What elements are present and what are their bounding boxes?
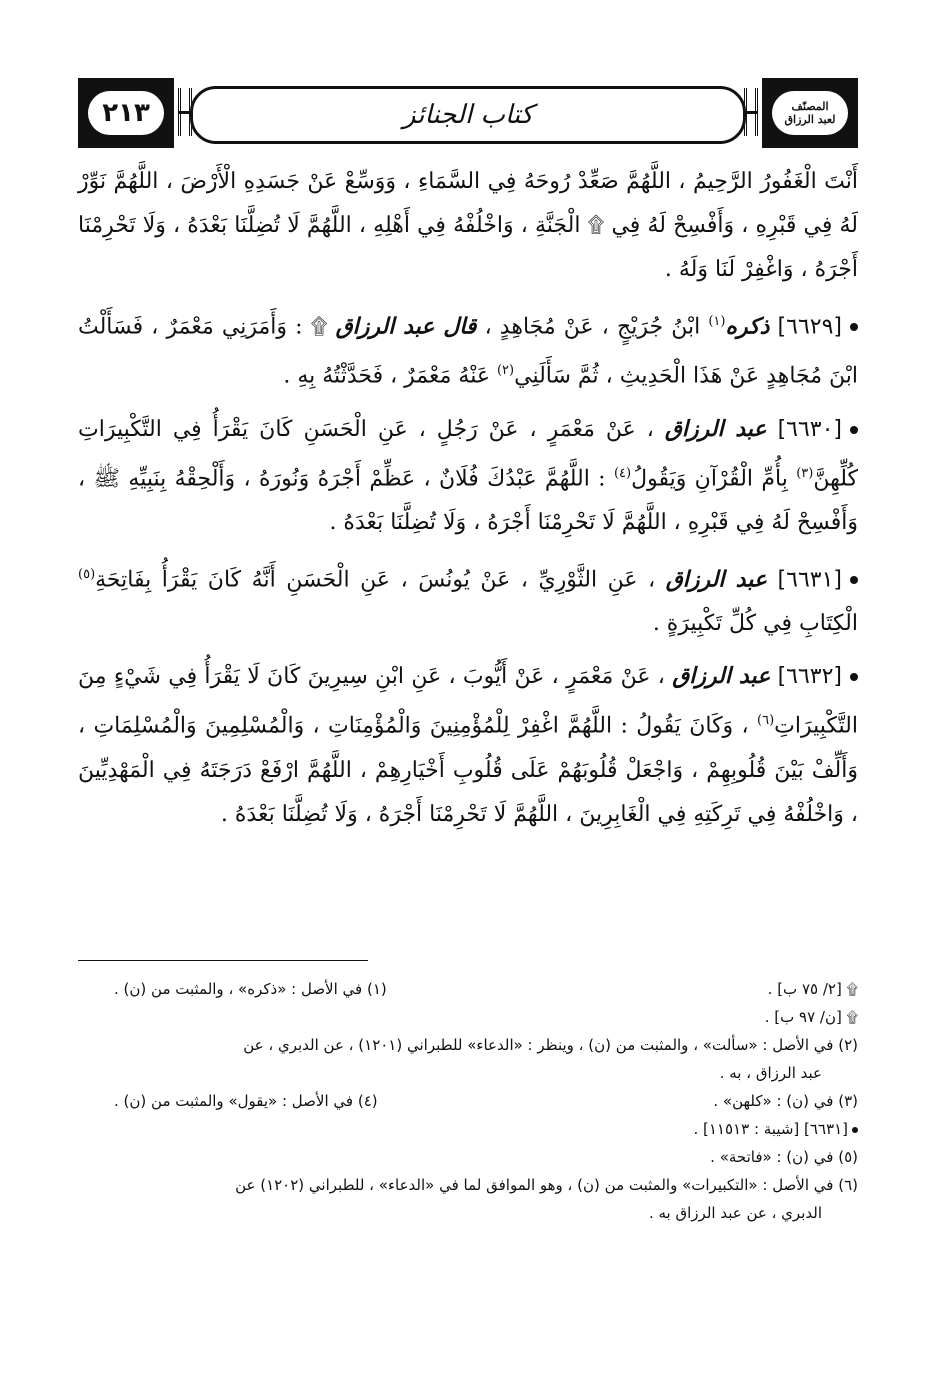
hadith-text: ۩ : وَأَمَرَنِي مَعْمَرٌ ، فَسَأَلْتُ ابْنَ مُجَاهِدٍ عَنْ هَذَا الْحَدِيثِ ، ثُمَّ سَأَلَنِي (78, 314, 858, 389)
page-header (78, 78, 858, 148)
hadith-text: ، عَنْ مَعْمَرٍ ، عَنْ أَيُّوبَ ، عَنِ ابْنِ سِيرِينَ كَانَ لَا يَقْرَأُ فِي شَيْءٍ مِنَ التَّكْبِيرَاتِ (78, 664, 858, 739)
hadith-text: ، عَنْ مَعْمَرٍ ، عَنْ رَجُلٍ ، عَنِ الْحَسَنِ كَانَ يَقْرَأُ فِي التَّكْبِيرَاتِ كُلِّهِنَّ (78, 416, 858, 491)
hadith-text: عَنْهُ مَعْمَرٌ ، فَحَدَّثْتُهُ بِهِ . (283, 363, 497, 389)
cross-reference (78, 1115, 858, 1143)
cross-reference-text: [٦٦٣١] [شيبة : ١١٥١٣] . (693, 1120, 848, 1138)
hadith-number: [٦٦٣١] (777, 567, 842, 593)
hadith-text: : اللَّهُمَّ عَبْدُكَ فُلَانٌ ، عَظِّمْ أَجْرَهُ وَنُورَهُ ، وَأَلْحِقْهُ بِنَبِيِّهِ ﷺ ، وَأَفْسِحْ لَهُ فِي قَبْرِهِ ، اللَّهُمَّ لَا تَحْرِمْنَا أَجْرَهُ ، وَلَا تُضِلَّنَا بَعْدَهُ . (78, 465, 858, 535)
hadith-text: ، وَكَانَ يَقُولُ : اللَّهُمَّ اغْفِرْ لِلْمُؤْمِنِينَ وَالْمُؤْمِنَاتِ ، وَالْمُسْلِمِينَ وَالْمُسْلِمَاتِ ، وَأَلِّفْ بَيْنَ قُلُوبِهِمْ ، وَاجْعَلْ قُلُوبَهُمْ عَلَى قُلُوبِ أَخْيَارِهِمْ ، اللَّهُمَّ ارْفَعْ دَرَجَتَهُ فِي الْمَهْدِيِّينَ ، وَاخْلُفْهُ فِي تَرِكَتِهِ فِي الْغَابِرِينَ ، اللَّهُمَّ لَا تَحْرِمْنَا أَجْرَهُ ، وَلَا تُضِلَّنَا بَعْدَهُ . (78, 713, 858, 827)
footnote-4: (٤) في الأصل : «يقول» والمثبت من (ن) . (114, 1092, 378, 1110)
title-cartouche (190, 86, 746, 144)
source-name: ذكره (725, 313, 770, 340)
hadith-6632 (78, 654, 858, 836)
footnote-3: (٣) في (ن) : «كلهن» . (713, 1092, 858, 1110)
hadith-number: [٦٦٣٠] (777, 416, 843, 442)
footnote-ref: (٥) (78, 566, 96, 582)
seal-block (762, 78, 858, 148)
hadith-number: [٦٦٢٩] (777, 314, 842, 340)
continuation-paragraph: أَنْتَ الْغَفُورُ الرَّحِيمُ ، اللَّهُمَّ صَعِّدْ رُوحَهُ فِي السَّمَاءِ ، وَوَسِّعْ عَنْ جَسَدِهِ الْأَرْضَ ، اللَّهُمَّ نَوِّرْ لَهُ فِي قَبْرِهِ ، وَأَفْسِحْ لَهُ فِي ۩ الْجَنَّةِ ، وَاخْلُفْهُ فِي أَهْلِهِ ، اللَّهُمَّ لَا تُضِلَّنَا بَعْدَهُ ، وَلَا تَحْرِمْنَا أَجْرَهُ ، وَاغْفِرْ لَنَا وَلَهُ . (78, 169, 858, 282)
footnote-ref: (٤) (613, 465, 632, 481)
hadith-text: ، عَنِ الثَّوْرِيِّ ، عَنْ يُونُسَ ، عَنِ الْحَسَنِ أَنَّهُ كَانَ يَقْرَأُ بِفَاتِحَةِ (95, 567, 666, 593)
footnote-2-cont: عبد الرزاق ، به . (719, 1064, 822, 1082)
bullet-marker (850, 576, 858, 584)
source-name: عبد الرزاق (672, 663, 771, 690)
main-text (78, 160, 858, 837)
bullet-marker (850, 323, 858, 331)
folio-marker: ۩ [ن/ ٩٧ ب] . (764, 1008, 858, 1026)
attribution: قال عبد الرزاق (335, 313, 477, 340)
footnote-2: (٢) في الأصل : «سألت» ، والمثبت من (ن) ، وينظر : «الدعاء» للطبراني (١٢٠١) ، عن الدبري ، عن (243, 1036, 858, 1054)
footnote-ref: (١) (708, 314, 726, 329)
bullet-marker (850, 673, 858, 681)
page-number: ٢١٣ (102, 98, 150, 128)
hadith-text: الْكِتَابِ فِي كُلِّ تَكْبِيرَةٍ . (652, 611, 858, 637)
footnote-1: (١) في الأصل : «ذكره» ، والمثبت من (ن) . (114, 980, 387, 998)
hadith-6630 (78, 407, 858, 545)
bullet-marker (850, 426, 858, 434)
hadith-6631 (78, 553, 858, 646)
footnote-6-cont: الدبري ، عن عبد الرزاق به . (648, 1204, 822, 1222)
footnote-row (78, 975, 858, 1003)
footnotes (78, 975, 858, 1227)
hadith-number: [٦٦٣٢] (777, 664, 843, 690)
seal-line-1: المصنّف (791, 100, 829, 113)
seal-line-2: لعبد الرزاق (784, 113, 836, 126)
folio-marker: ۩ [٢/ ٧٥ ب] . (767, 980, 858, 998)
footnote-ref: (٣) (796, 465, 814, 481)
footnote-6: (٦) في الأصل : «التكبيرات» والمثبت من (ن) ، وهو الموافق لما في «الدعاء» ، للطبراني (١٢٠٢) عن (235, 1176, 858, 1194)
chapter-title: كتاب الجنائز (402, 100, 534, 130)
footnote-ref: (٦) (757, 713, 775, 729)
hadith-text: ابْنُ جُرَيْجٍ ، عَنْ مُجَاهِدٍ ، (476, 314, 709, 340)
footnote-divider (78, 960, 368, 961)
source-name: عبد الرزاق (665, 566, 767, 593)
hadith-text: بِأُمِّ الْقُرْآنِ وَيَقُولُ (631, 465, 797, 491)
footnote-row (78, 1087, 858, 1115)
ornament-left (178, 88, 192, 136)
footnote-ref: (٢) (496, 363, 515, 379)
footnote-5: (٥) في (ن) : «فاتحة» . (710, 1148, 858, 1166)
source-name: عبد الرزاق (664, 415, 767, 442)
page-number-block (78, 78, 174, 148)
hadith-6629 (78, 300, 858, 399)
bullet-marker (852, 1127, 858, 1133)
book-seal (785, 100, 836, 126)
